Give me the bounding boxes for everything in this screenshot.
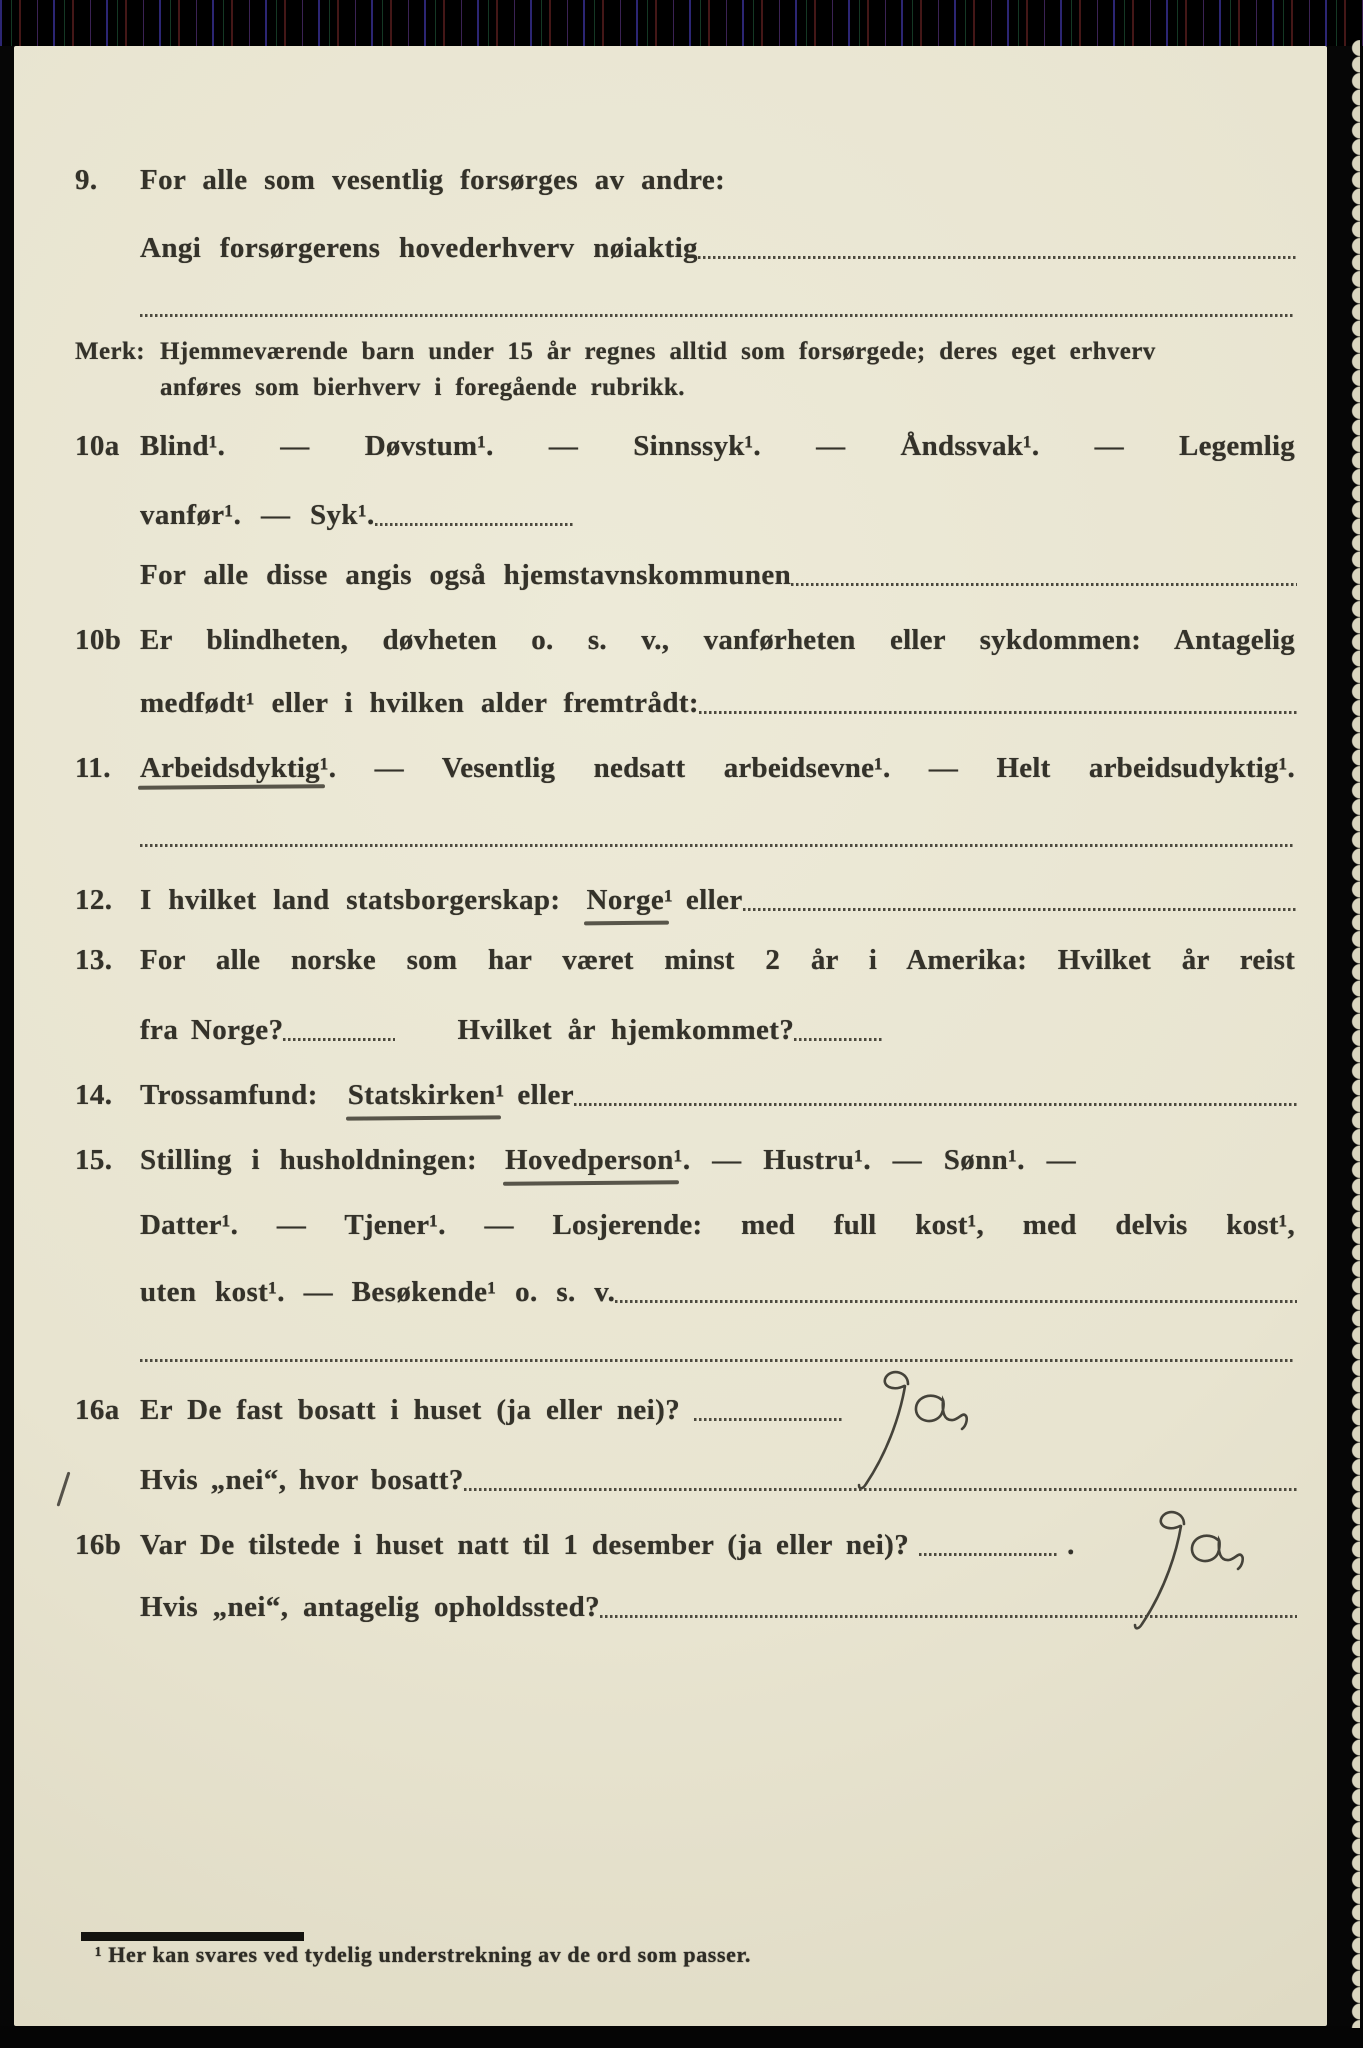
question-number: 13. — [75, 944, 113, 976]
question-text: Angi forsørgerens hovederhverv nøiaktig — [140, 232, 698, 264]
hand-underlined-word: Arbeidsdyktig — [140, 752, 320, 784]
question-9-line2 — [75, 228, 1297, 268]
answer-dotted-line — [794, 1038, 884, 1041]
answer-dotted-line — [574, 1103, 1297, 1106]
answer-dotted-line — [699, 711, 1297, 714]
question-text-rest: ¹ eller — [664, 884, 743, 916]
footnote-text: ¹ Her kan svares ved tydelig understrekning av de ord som passer. — [95, 1942, 751, 1967]
question-text: For alle disse angis også hjemstavnskommunen — [140, 559, 792, 591]
answer-dotted-line — [375, 523, 575, 526]
hand-underlined-word: Hovedperson — [505, 1140, 674, 1180]
question-10a-line1 — [75, 426, 1297, 466]
question-15-line2 — [75, 1205, 1297, 1245]
footnote-rule — [81, 1932, 304, 1941]
question-16a-line1 — [75, 1390, 1297, 1430]
answer-dotted-line — [283, 1038, 395, 1041]
question-11-line — [75, 748, 1297, 788]
merk-text: Hjemmeværende barn under 15 år regnes alltid som forsørgede; deres eget erhverv — [160, 338, 1156, 365]
merk-text: anføres som bierhverv i foregående rubrikk. — [160, 374, 685, 401]
question-text: medfødt¹ eller i hvilken alder fremtrådt: — [140, 687, 699, 719]
question-text: Trossamfund: — [140, 1079, 318, 1111]
question-14-line — [75, 1075, 1297, 1115]
answer-dotted-line — [743, 908, 1297, 911]
question-16a-line2 — [75, 1460, 1297, 1500]
question-10a-line3 — [75, 555, 1297, 595]
question-text-rest: ¹ eller — [495, 1079, 575, 1111]
question-10b-line2 — [75, 683, 1297, 723]
question-text: Var De tilstede i huset natt til 1 desember (ja eller nei)? — [140, 1529, 910, 1561]
answer-dotted-line — [140, 1359, 1295, 1362]
answer-dotted-line — [140, 314, 1295, 317]
answer-dotted-line — [698, 256, 1297, 259]
question-text-rest: ¹. — Hustru¹. — Sønn¹. — — [673, 1144, 1076, 1176]
question-text: fra Norge? — [140, 1014, 284, 1046]
hand-underlined-word: Statskirken — [348, 1075, 496, 1115]
question-15-line1 — [75, 1140, 1297, 1180]
question-number: 16b — [75, 1529, 122, 1561]
answer-dotted-line — [615, 1300, 1297, 1303]
question-text: Hvis „nei“, antagelig opholdssted? — [140, 1591, 600, 1623]
question-text: I hvilket land statsborgerskap: — [140, 884, 561, 916]
question-number: 10b — [75, 624, 122, 656]
question-text: Datter¹. — Tjener¹. — Losjerende: med full kost¹, med delvis kost¹, — [140, 1209, 1295, 1241]
question-text: Hvis „nei“, hvor bosatt? — [140, 1464, 464, 1496]
question-text: For alle norske som har været minst 2 år i Amerika: Hvilket år reist — [140, 944, 1295, 976]
question-text: Er De fast bosatt i huset (ja eller nei)? — [140, 1394, 681, 1426]
question-10a-line2 — [75, 495, 1297, 535]
answer-dotted-line — [791, 583, 1297, 586]
answer-dotted-line — [600, 1615, 1297, 1618]
question-15-line3 — [75, 1272, 1297, 1312]
page-perforation-edge — [1343, 40, 1360, 2028]
question-9-line1 — [75, 160, 1297, 200]
question-12-line — [75, 880, 1297, 920]
question-10b-line1 — [75, 620, 1297, 660]
question-text: For alle som vesentlig forsørges av andre: — [140, 164, 726, 196]
question-13-line2 — [75, 1010, 1297, 1050]
question-number: 10a — [75, 430, 120, 462]
printed-period: . — [1067, 1529, 1075, 1561]
question-number: 9. — [75, 164, 98, 196]
question-16b-line2 — [75, 1587, 1297, 1627]
paper-sheet — [14, 46, 1327, 2026]
answer-dotted-line — [919, 1553, 1059, 1556]
film-edge-band — [0, 0, 1363, 46]
question-text: uten kost¹. — Besøkende¹ o. s. v. — [140, 1276, 616, 1308]
question-number: 11. — [75, 752, 111, 784]
question-text — [140, 748, 1295, 788]
merk-note-line2 — [75, 370, 1297, 406]
merk-note-line1 — [75, 334, 1297, 370]
question-text: Stilling i husholdningen: — [140, 1144, 478, 1176]
answer-dotted-line — [694, 1418, 844, 1421]
question-13-line1 — [75, 940, 1297, 980]
answer-dotted-line — [464, 1488, 1297, 1491]
hand-underlined-word: Norge — [586, 880, 664, 920]
question-text: Er blindheten, døvheten o. s. v., vanførheten eller sykdommen: Antagelig — [140, 624, 1295, 656]
merk-label: Merk: — [75, 338, 146, 365]
question-text: vanfør¹. — Syk¹. — [140, 499, 375, 531]
question-text: Blind¹. — Døvstum¹. — Sinnssyk¹. — Åndssvak¹. — Legemlig — [140, 430, 1295, 462]
question-number: 12. — [75, 884, 113, 916]
bottom-black-band — [0, 2026, 1363, 2048]
question-number: 14. — [75, 1079, 113, 1111]
question-number: 16a — [75, 1394, 120, 1426]
question-text: Hvilket år hjemkommet? — [457, 1014, 795, 1046]
answer-dotted-line — [140, 844, 1295, 847]
question-text-rest: ¹. — Vesentlig nedsatt arbeidsevne¹. — Helt arbeidsudyktig¹. — [319, 752, 1295, 784]
question-number: 15. — [75, 1144, 113, 1176]
stray-pen-mark — [56, 1471, 70, 1506]
question-16b-line1 — [75, 1525, 1297, 1565]
